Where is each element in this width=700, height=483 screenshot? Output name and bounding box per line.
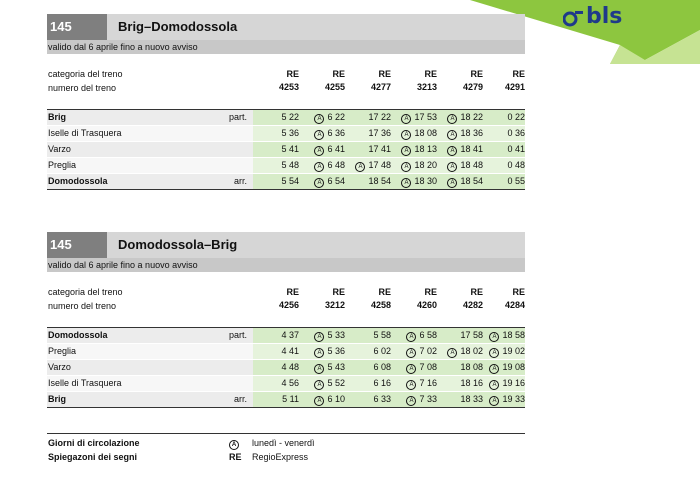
- time-value: 18 30: [414, 176, 437, 186]
- time-cell: 18 08: [460, 362, 483, 372]
- train-category: RE: [424, 69, 437, 79]
- time-cell: [299, 158, 345, 173]
- time-cell: 0 22: [507, 112, 525, 122]
- weekday-icon: A: [447, 130, 457, 140]
- timetable-number: 145: [47, 14, 107, 40]
- timetable-number: 145: [47, 232, 107, 258]
- time-cell: [437, 158, 483, 173]
- time-cell: [479, 344, 525, 359]
- time-cell: 0 48: [507, 160, 525, 170]
- time-value: 18 02: [460, 346, 483, 356]
- train-number: 4277: [370, 82, 391, 92]
- time-cell: [391, 392, 437, 407]
- weekday-icon: A: [447, 178, 457, 188]
- weekday-icon: A: [401, 114, 411, 124]
- time-cell: [299, 392, 345, 407]
- train-category: RE: [332, 287, 345, 297]
- dep-arr-label: part.: [228, 112, 247, 122]
- weekday-icon: A: [355, 162, 365, 172]
- table-row: [47, 126, 525, 142]
- time-cell: [391, 328, 437, 343]
- weekday-icon: A: [401, 178, 411, 188]
- validity-note: valido dal 6 aprile fino a nuovo avviso: [47, 40, 525, 54]
- weekday-icon: A: [406, 396, 416, 406]
- time-value: 17 48: [368, 160, 391, 170]
- table-row: [47, 110, 525, 126]
- time-cell: 6 33: [373, 394, 391, 404]
- time-value: 5 33: [327, 330, 345, 340]
- time-cell: 5 11: [282, 394, 299, 404]
- time-cell: [479, 392, 525, 407]
- time-cell: [437, 110, 483, 125]
- time-cell: 5 54: [281, 176, 299, 186]
- weekday-icon: A: [406, 348, 416, 358]
- time-cell: [299, 360, 345, 375]
- time-value: 7 02: [419, 346, 437, 356]
- number-label: numero del treno: [48, 301, 117, 311]
- table-row: [47, 328, 525, 344]
- legend: [47, 433, 525, 464]
- train-number: 4260: [416, 300, 437, 310]
- weekday-icon: A: [401, 162, 411, 172]
- time-value: 19 08: [502, 362, 525, 372]
- train-number: 4279: [462, 82, 483, 92]
- table-row: [47, 392, 525, 407]
- time-cell: 6 02: [373, 346, 391, 356]
- train-category: RE: [332, 69, 345, 79]
- train-number: 3212: [324, 300, 345, 310]
- timetable-rows: [47, 109, 525, 190]
- time-cell: 18 33: [460, 394, 483, 404]
- number-label: numero del treno: [48, 83, 117, 93]
- table-row: [47, 158, 525, 174]
- time-cell: [437, 344, 483, 359]
- bls-logo: bls: [586, 4, 623, 29]
- time-cell: [391, 360, 437, 375]
- time-cell: 18 54: [368, 176, 391, 186]
- legend-key: Giorni di circolazione: [48, 438, 140, 448]
- dep-arr-label: arr.: [233, 176, 247, 186]
- time-cell: [391, 142, 437, 157]
- time-cell: 17 58: [460, 330, 483, 340]
- time-value: 6 54: [327, 176, 345, 186]
- table-row: [47, 360, 525, 376]
- time-cell: 6 16: [373, 378, 391, 388]
- weekday-icon: A: [406, 364, 416, 374]
- time-value: 18 41: [460, 144, 483, 154]
- train-number: 4258: [370, 300, 391, 310]
- train-number: 4255: [324, 82, 345, 92]
- time-value: 7 16: [419, 378, 437, 388]
- bls-logo-icon: [563, 9, 585, 27]
- time-cell: [437, 126, 483, 141]
- dep-arr-label: part.: [228, 330, 247, 340]
- weekday-icon: A: [489, 364, 499, 374]
- station-name: Domodossola: [48, 176, 108, 186]
- train-meta: [47, 69, 525, 99]
- legend-value: lunedì - venerdì: [252, 438, 315, 448]
- time-value: 7 08: [419, 362, 437, 372]
- category-label: categoria del treno: [48, 287, 123, 297]
- train-category: RE: [286, 287, 299, 297]
- time-value: 18 54: [460, 176, 483, 186]
- timetable-rows: [47, 327, 525, 408]
- time-value: 5 43: [327, 362, 345, 372]
- time-cell: [437, 174, 483, 189]
- train-category: RE: [378, 287, 391, 297]
- weekday-icon: A: [406, 332, 416, 342]
- time-value: 6 36: [327, 128, 345, 138]
- station-name: Preglia: [48, 160, 77, 170]
- time-value: 19 33: [502, 394, 525, 404]
- weekday-icon: A: [314, 146, 324, 156]
- train-number: 3213: [416, 82, 437, 92]
- time-value: 6 10: [327, 394, 345, 404]
- time-cell: 17 36: [368, 128, 391, 138]
- weekday-icon: A: [447, 146, 457, 156]
- table-row: [47, 174, 525, 189]
- weekday-icon: A: [314, 114, 324, 124]
- category-label: categoria del treno: [48, 69, 123, 79]
- weekday-icon: A: [447, 348, 457, 358]
- time-cell: [299, 376, 345, 391]
- time-cell: [479, 376, 525, 391]
- time-value: 6 58: [419, 330, 437, 340]
- station-name: Iselle di Trasquera: [48, 128, 122, 138]
- time-cell: [299, 174, 345, 189]
- time-value: 18 13: [414, 144, 437, 154]
- table-row: [47, 344, 525, 360]
- table-header: [47, 232, 525, 258]
- weekday-icon: A: [314, 364, 324, 374]
- time-value: 7 33: [419, 394, 437, 404]
- time-value: 19 16: [502, 378, 525, 388]
- train-number: 4291: [504, 82, 525, 92]
- train-number: 4253: [278, 82, 299, 92]
- time-cell: 4 56: [281, 378, 299, 388]
- station-name: Varzo: [48, 362, 71, 372]
- time-cell: 0 55: [507, 176, 525, 186]
- legend-symbol-a: A: [229, 436, 239, 450]
- weekday-icon: A: [314, 332, 324, 342]
- time-cell: 4 41: [281, 346, 299, 356]
- train-category: RE: [286, 69, 299, 79]
- time-cell: [299, 328, 345, 343]
- time-cell: [437, 142, 483, 157]
- weekday-icon: A: [447, 162, 457, 172]
- station-name: Brig: [48, 112, 66, 122]
- time-cell: 5 41: [281, 144, 299, 154]
- time-cell: [479, 360, 525, 375]
- time-cell: [391, 174, 437, 189]
- weekday-icon: A: [314, 396, 324, 406]
- train-category: RE: [512, 287, 525, 297]
- time-value: 5 52: [327, 378, 345, 388]
- weekday-icon: A: [489, 396, 499, 406]
- train-number: 4256: [278, 300, 299, 310]
- weekday-icon: A: [314, 130, 324, 140]
- time-value: 6 22: [327, 112, 345, 122]
- table-header: [47, 14, 525, 40]
- time-cell: [391, 158, 437, 173]
- time-value: 6 48: [327, 160, 345, 170]
- time-value: 19 02: [502, 346, 525, 356]
- time-value: 17 53: [414, 112, 437, 122]
- time-cell: [345, 158, 391, 173]
- time-cell: 5 36: [281, 128, 299, 138]
- weekday-icon: A: [314, 162, 324, 172]
- weekday-icon: A: [401, 146, 411, 156]
- train-category: RE: [470, 287, 483, 297]
- route-title: Brig–Domodossola: [118, 19, 238, 34]
- weekday-icon: A: [314, 178, 324, 188]
- time-cell: 17 22: [368, 112, 391, 122]
- train-meta: [47, 287, 525, 317]
- time-value: 5 36: [327, 346, 345, 356]
- legend-key: Spiegazoni dei segni: [48, 452, 138, 462]
- time-cell: 4 48: [281, 362, 299, 372]
- table-row: [47, 142, 525, 158]
- time-cell: [391, 376, 437, 391]
- station-name: Domodossola: [48, 330, 108, 340]
- time-value: 18 48: [460, 160, 483, 170]
- station-name: Iselle di Trasquera: [48, 378, 122, 388]
- station-name: Brig: [48, 394, 66, 404]
- time-value: 18 08: [414, 128, 437, 138]
- weekday-icon: A: [401, 130, 411, 140]
- dep-arr-label: arr.: [233, 394, 247, 404]
- time-cell: 6 08: [373, 362, 391, 372]
- time-cell: 5 58: [373, 330, 391, 340]
- timetable-domodossola-brig: [47, 232, 525, 408]
- weekday-icon: A: [314, 380, 324, 390]
- time-value: 6 41: [327, 144, 345, 154]
- legend-symbol-re: RE: [229, 452, 242, 462]
- time-cell: [299, 126, 345, 141]
- time-cell: [391, 110, 437, 125]
- train-category: RE: [512, 69, 525, 79]
- legend-row: [47, 436, 525, 450]
- time-value: 18 20: [414, 160, 437, 170]
- weekday-icon: A: [314, 348, 324, 358]
- route-title: Domodossola–Brig: [118, 237, 238, 252]
- validity-note: valido dal 6 aprile fino a nuovo avviso: [47, 258, 525, 272]
- time-cell: 4 37: [281, 330, 299, 340]
- legend-value: RegioExpress: [252, 452, 309, 462]
- legend-row: [47, 450, 525, 464]
- time-value: 18 58: [502, 330, 525, 340]
- time-cell: 5 22: [281, 112, 299, 122]
- train-number: 4284: [504, 300, 525, 310]
- time-value: 18 22: [460, 112, 483, 122]
- timetable-brig-domodossola: [47, 14, 525, 190]
- time-cell: 17 41: [368, 144, 391, 154]
- time-value: 18 36: [460, 128, 483, 138]
- train-category: RE: [378, 69, 391, 79]
- weekday-icon: A: [406, 380, 416, 390]
- train-number: 4282: [462, 300, 483, 310]
- weekday-icon: A: [447, 114, 457, 124]
- weekday-icon: A: [489, 332, 499, 342]
- train-category: RE: [424, 287, 437, 297]
- weekday-icon: A: [489, 380, 499, 390]
- time-cell: [299, 142, 345, 157]
- time-cell: [299, 344, 345, 359]
- time-cell: [391, 344, 437, 359]
- station-name: Preglia: [48, 346, 77, 356]
- time-cell: [479, 328, 525, 343]
- station-name: Varzo: [48, 144, 71, 154]
- time-cell: 5 48: [281, 160, 299, 170]
- time-cell: 0 36: [507, 128, 525, 138]
- time-cell: [299, 110, 345, 125]
- weekday-icon: A: [489, 348, 499, 358]
- time-cell: 18 16: [460, 378, 483, 388]
- table-row: [47, 376, 525, 392]
- time-cell: [391, 126, 437, 141]
- train-category: RE: [470, 69, 483, 79]
- time-cell: 0 41: [507, 144, 525, 154]
